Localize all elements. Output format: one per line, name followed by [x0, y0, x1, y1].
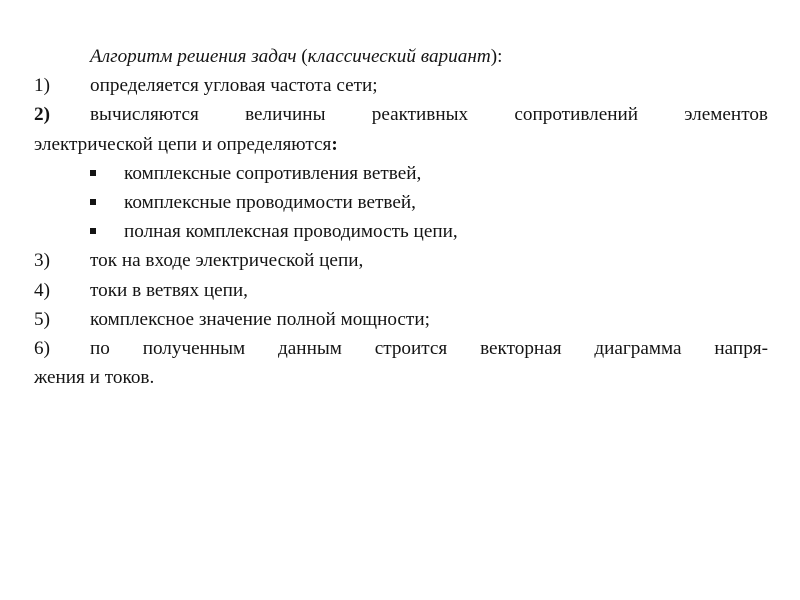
sub-item — [34, 188, 768, 217]
step-text: определяется угловая частота сети; — [90, 75, 378, 97]
sub-item — [34, 217, 768, 246]
step-number: 1) — [34, 75, 50, 97]
square-bullet-icon — [90, 199, 96, 205]
document-body — [34, 42, 768, 392]
step-colon: : — [331, 133, 338, 155]
step-number: 2) — [34, 104, 50, 126]
step-6 — [34, 334, 768, 392]
heading — [34, 42, 768, 71]
step-text: комплексное значение полной мощности; — [90, 308, 430, 330]
sub-item-text: полная комплексная проводимость цепи, — [124, 221, 458, 243]
step-1 — [34, 71, 768, 100]
step-number: 4) — [34, 279, 50, 301]
square-bullet-icon — [90, 228, 96, 234]
step-2 — [34, 100, 768, 158]
sub-item — [34, 159, 768, 188]
step-number: 6) — [34, 338, 50, 360]
step-4 — [34, 276, 768, 305]
step-5 — [34, 305, 768, 334]
step-text-continuation — [34, 130, 768, 159]
step-text: токи в ветвях цепи, — [90, 279, 248, 301]
heading-paren-close: ): — [490, 46, 503, 67]
step-text: ток на входе электрической цепи, — [90, 250, 364, 272]
square-bullet-icon — [90, 170, 96, 176]
step-number: 5) — [34, 308, 50, 330]
step-text-line-1: по полученным данным строится векторная диаграмма напря- — [90, 338, 768, 360]
heading-italic-part-1: Алгоритм решения задач — [90, 46, 297, 67]
step-3 — [34, 246, 768, 275]
heading-italic-part-2: классический вариант — [307, 46, 491, 67]
sub-item-text: комплексные проводимости ветвей, — [124, 192, 416, 214]
heading-paren-open: ( — [296, 46, 308, 67]
step-text-continuation-text: электрической цепи и определяются — [34, 133, 332, 155]
step-text-line-1: вычисляются величины реактивных сопротивлений элементов — [90, 104, 768, 126]
step-text-continuation: жения и токов. — [34, 367, 155, 389]
sub-item-text: комплексные сопротивления ветвей, — [124, 162, 422, 184]
step-number: 3) — [34, 250, 50, 272]
